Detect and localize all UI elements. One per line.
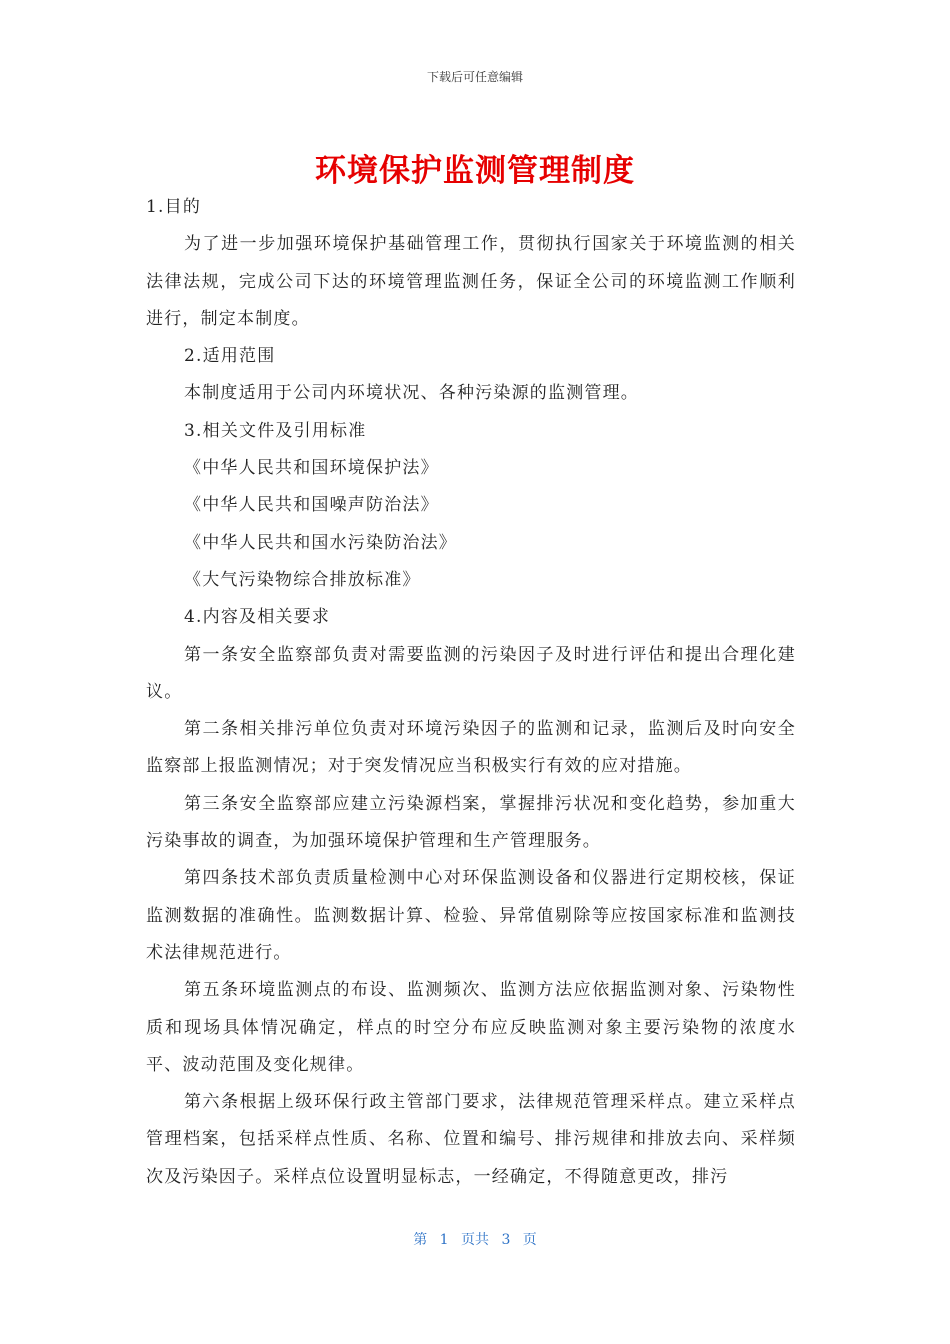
document-title: 环境保护监测管理制度 — [315, 153, 635, 189]
paragraph-heading-scope: 2.适用范围 — [184, 346, 276, 367]
page-footer: 第 1 页共 3 页 — [413, 1232, 537, 1248]
paragraph-heading-references: 3.相关文件及引用标准 — [184, 420, 367, 441]
reference-item: 《中华人民共和国水污染防治法》 — [184, 532, 457, 553]
page-header: 下载后可任意编辑 — [426, 70, 523, 84]
reference-item: 《中华人民共和国环境保护法》 — [184, 458, 439, 479]
article-paragraph: 第五条环境监测点的布设、监测频次、监测方法应依据监测对象、污染物性质和现场具体情况确定，样点的时空分布应反映监测对象主要污染物的浓度水平、波动范围及变化规律。 — [146, 980, 796, 1075]
article-paragraph: 第一条安全监察部负责对需要监测的污染因子及时进行评估和提出合理化建议。 — [146, 644, 796, 702]
reference-item: 《中华人民共和国噪声防治法》 — [184, 495, 439, 516]
reference-item: 《大气污染物综合排放标准》 — [184, 569, 421, 590]
article-paragraph: 第六条根据上级环保行政主管部门要求，法律规范管理采样点。建立采样点管理档案，包括采样点性质、名称、位置和编号、排污规律和排放去向、采样频次及污染因子。采样点位设置明显标志，一经确定，不得随意更改，排污 — [146, 1092, 796, 1187]
paragraph: 为了进一步加强环境保护基础管理工作，贯彻执行国家关于环境监测的相关法律法规，完成公司下达的环境管理监测任务，保证全公司的环境监测工作顺利进行，制定本制度。 — [146, 234, 796, 329]
paragraph: 本制度适用于公司内环境状况、各种污染源的监测管理。 — [184, 383, 639, 404]
article-paragraph: 第二条相关排污单位负责对环境污染因子的监测和记录，监测后及时向安全监察部上报监测情况；对于突发情况应当积极实行有效的应对措施。 — [146, 719, 796, 777]
document-body — [146, 189, 796, 1196]
paragraph-heading-purpose: 1.目的 — [146, 197, 202, 217]
paragraph-heading-requirements: 4.内容及相关要求 — [184, 607, 331, 628]
article-paragraph: 第四条技术部负责质量检测中心对环保监测设备和仪器进行定期校核，保证监测数据的准确性。监测数据计算、检验、异常值剔除等应按国家标准和监测技术法律规范进行。 — [146, 868, 796, 963]
article-paragraph: 第三条安全监察部应建立污染源档案，掌握排污状况和变化趋势，参加重大污染事故的调查，为加强环境保护管理和生产管理服务。 — [146, 793, 796, 852]
